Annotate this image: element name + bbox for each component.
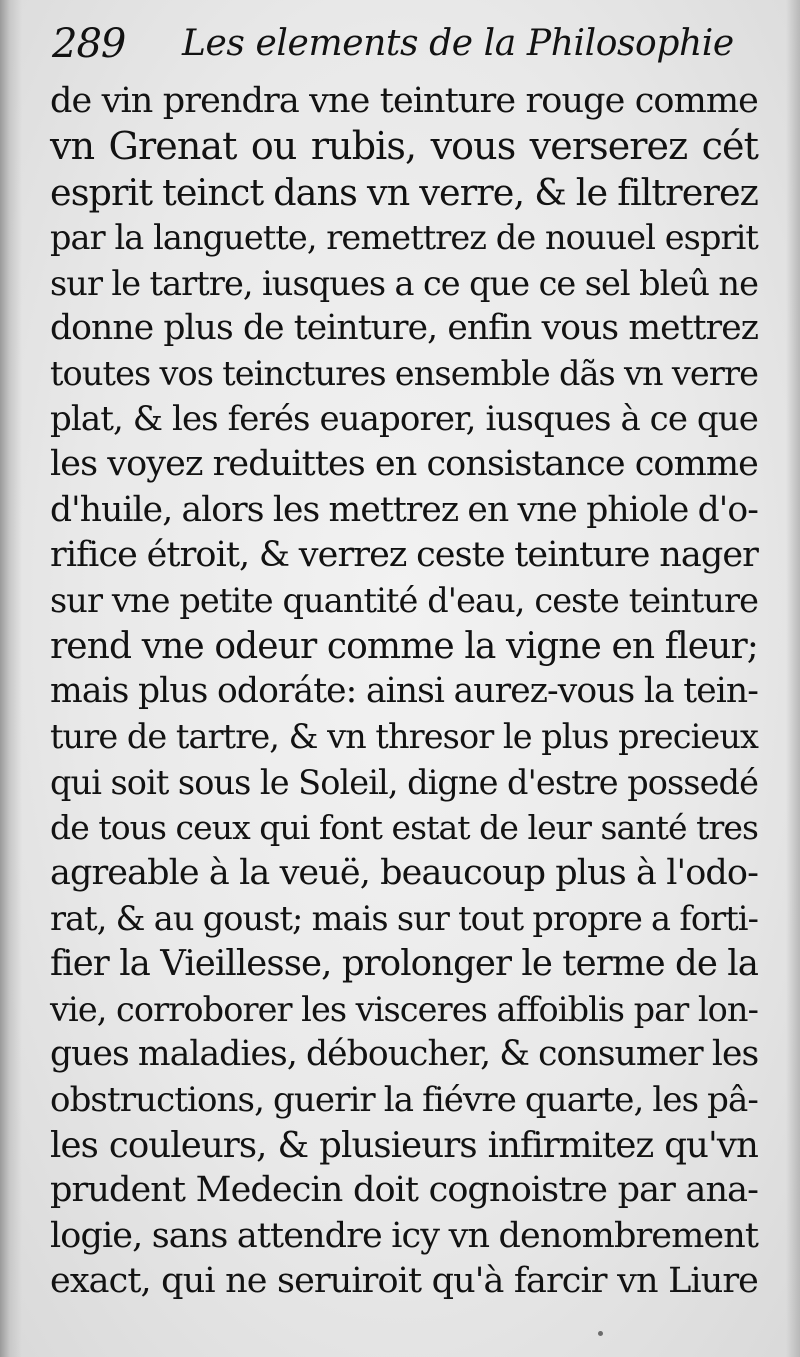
text-line: toutes vos teinctures ensemble dãs vn verre (50, 354, 758, 394)
text-line: fier la Vieillesse, prolonger le terme de la (50, 943, 758, 985)
text-line: prudent Medecin doit cognoistre par ana- (50, 1170, 758, 1211)
text-line: par la languette, remettrez de nouuel esprit (50, 218, 758, 258)
text-line: mais plus odoráte: ainsi aurez-vous la tein- (50, 671, 758, 712)
text-line: gues maladies, déboucher, & consumer les (50, 1034, 759, 1075)
text-line: ture de tartre, & vn thresor le plus precieux (50, 717, 758, 757)
text-line: vn Grenat ou rubis, vous verserez cét (50, 124, 758, 169)
text-line: d'huile, alors les mettrez en vne phiole d'o- (50, 489, 758, 530)
body-text (50, 79, 758, 1305)
ink-speck (598, 1331, 603, 1336)
page-header (50, 18, 750, 78)
text-line: logie, sans attendre icy vn denombrement (50, 1215, 758, 1256)
text-line: plat, & les ferés euaporer, iusques à ce que (50, 398, 758, 439)
text-line: obstructions, guerir la fiévre quarte, les pâ- (50, 1079, 758, 1120)
text-line: exact, qui ne seruiroit qu'à farcir vn Liure (50, 1261, 758, 1302)
text-line: rifice étroit, & verrez ceste teinture nager (50, 534, 758, 575)
text-line: vie, corroborer les visceres affoiblis par lon- (50, 989, 758, 1029)
text-line: rend vne odeur comme la vigne en fleur; (50, 625, 758, 667)
text-line: sur vne petite quantité d'eau, ceste teinture (50, 581, 758, 621)
text-line: esprit teinct dans vn verre, & le filtrerez (50, 170, 758, 214)
text-line: qui soit sous le Soleil, digne d'estre possedé (50, 762, 758, 802)
text-line: de vin prendra vne teinture rouge comme (50, 81, 758, 121)
text-line: les voyez reduittes en consistance comme (50, 444, 758, 485)
text-line: rat, & au goust; mais sur tout propre a forti- (50, 899, 758, 939)
text-line: donne plus de teinture, enfin vous mettrez (50, 307, 758, 348)
text-line: les couleurs, & plusieurs infirmitez qu'vn (50, 1124, 758, 1166)
page-gutter-shadow (0, 0, 22, 1357)
text-line: agreable à la veuë, beaucoup plus à l'odo- (50, 852, 758, 893)
text-line: de tous ceux qui font estat de leur santé tres (50, 808, 758, 848)
running-title: Les elements de la Philosophie (182, 23, 734, 64)
page-number: 289 (52, 21, 126, 67)
text-line: sur le tartre, iusques a ce que ce sel bleû ne (50, 263, 758, 303)
page-edge-shadow (786, 0, 800, 1357)
